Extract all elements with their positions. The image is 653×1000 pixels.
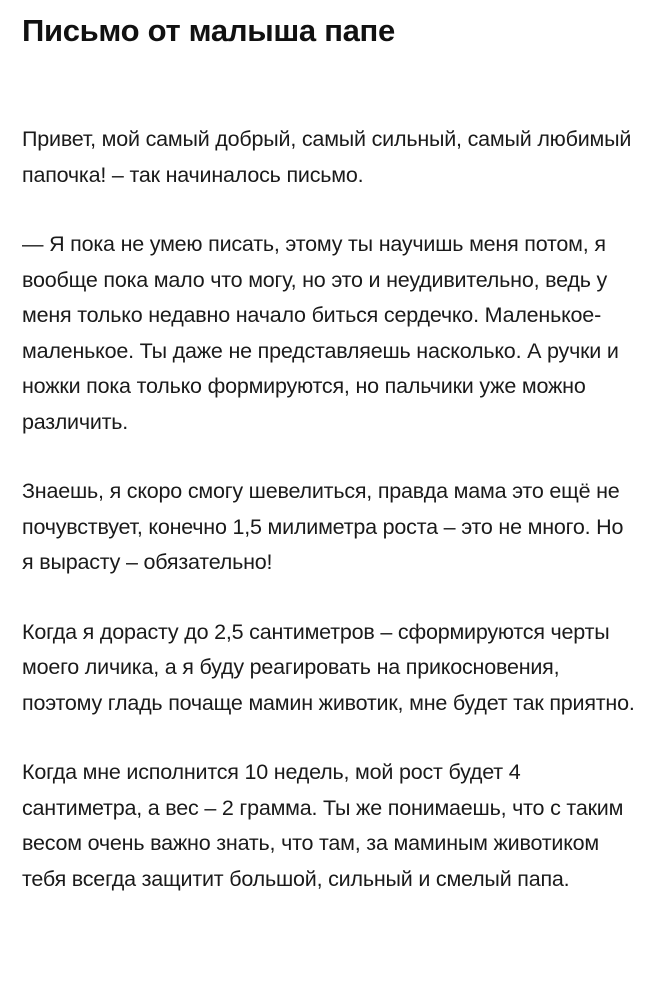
paragraph-moving: Знаешь, я скоро смогу шевелиться, правда мама это ещё не почувствует, конечно 1,5 милиметра роста – это не много. Но я вырасту – обязательно! bbox=[22, 479, 624, 574]
article-title: Письмо от малыша папе bbox=[22, 13, 395, 48]
paragraph-heartbeat: — Я пока не умею писать, этому ты научишь меня потом, я вообще пока мало что могу, но это и неудивительно, ведь у меня только недавно начало биться сердечко. Маленькое-маленькое. Ты даже не представляешь насколько. А ручки и ножки пока только формируются, но пальчики уже можно различить. bbox=[22, 232, 619, 434]
paragraph-greeting: Привет, мой самый добрый, самый сильный, самый любимый папочка! – так начиналось письмо. bbox=[22, 127, 632, 187]
paragraph-face: Когда я дорасту до 2,5 сантиметров – сформируются черты моего личика, а я буду реагировать на прикосновения, поэтому гладь почаще мамин животик, мне будет так приятно. bbox=[22, 619, 635, 715]
article-body bbox=[22, 122, 640, 931]
article bbox=[22, 0, 642, 891]
paragraph-ten-weeks: Когда мне исполнится 10 недель, мой рост будет 4 сантиметра, а вес – 2 грамма. Ты же понимаешь, что с таким весом очень важно знать, что там, за маминым животиком тебя всегда защитит большой, сильный и смелый папа. bbox=[22, 760, 624, 891]
